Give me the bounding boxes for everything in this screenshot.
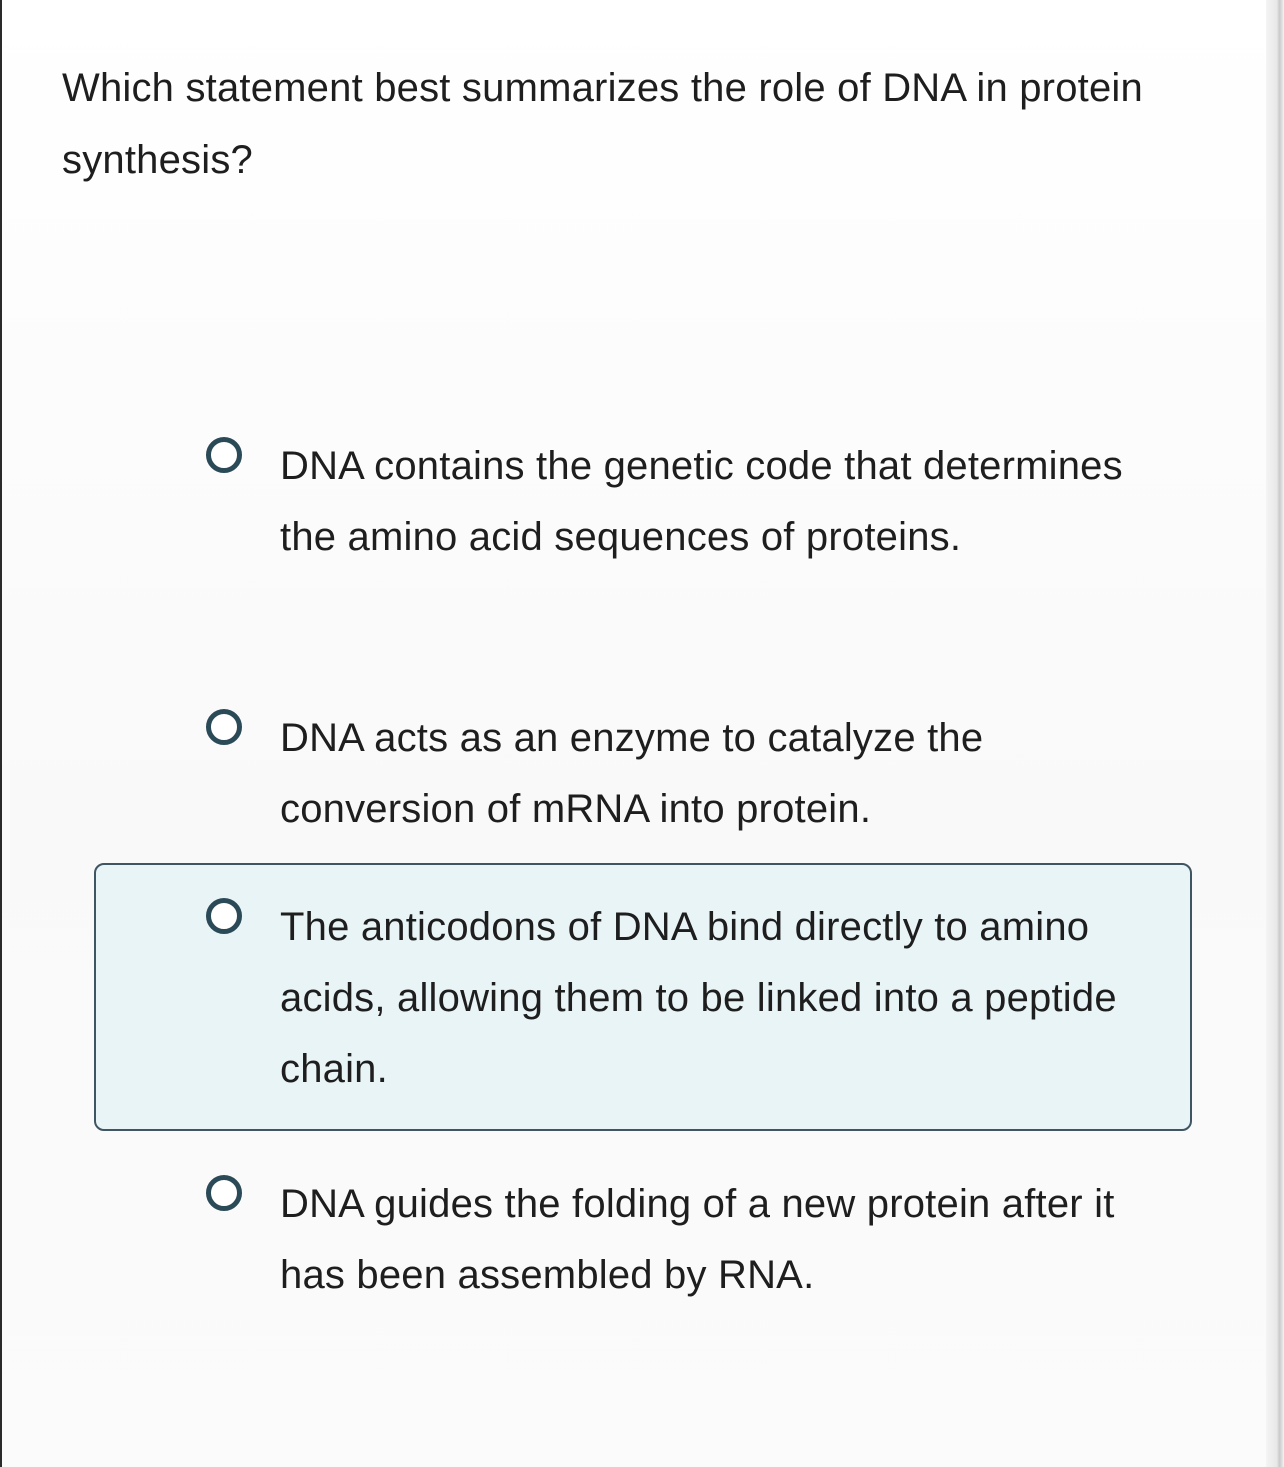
answer-option-2[interactable]	[94, 692, 1192, 842]
answer-option-1[interactable]	[94, 420, 1192, 640]
question-text: Which statement best summarizes the role of DNA in protein synthesis?	[62, 66, 1143, 182]
answer-option-4[interactable]	[94, 1158, 1192, 1328]
radio-button-icon[interactable]	[206, 1175, 242, 1211]
radio-button-icon[interactable]	[206, 437, 242, 473]
answer-option-label: The anticodons of DNA bind directly to amino acids, allowing them to be linked into a peptide chain.	[280, 905, 1117, 1091]
left-border	[0, 0, 2, 1467]
answer-option-label: DNA acts as an enzyme to catalyze the conversion of mRNA into protein.	[280, 716, 984, 831]
radio-button-icon[interactable]	[206, 709, 242, 745]
answer-option-3[interactable]	[94, 863, 1192, 1131]
radio-button-icon[interactable]	[206, 898, 242, 934]
right-scrollbar[interactable]	[1266, 0, 1284, 1467]
answer-option-label: DNA contains the genetic code that determines the amino acid sequences of proteins.	[280, 444, 1123, 559]
answer-option-label: DNA guides the folding of a new protein after it has been assembled by RNA.	[280, 1182, 1115, 1297]
